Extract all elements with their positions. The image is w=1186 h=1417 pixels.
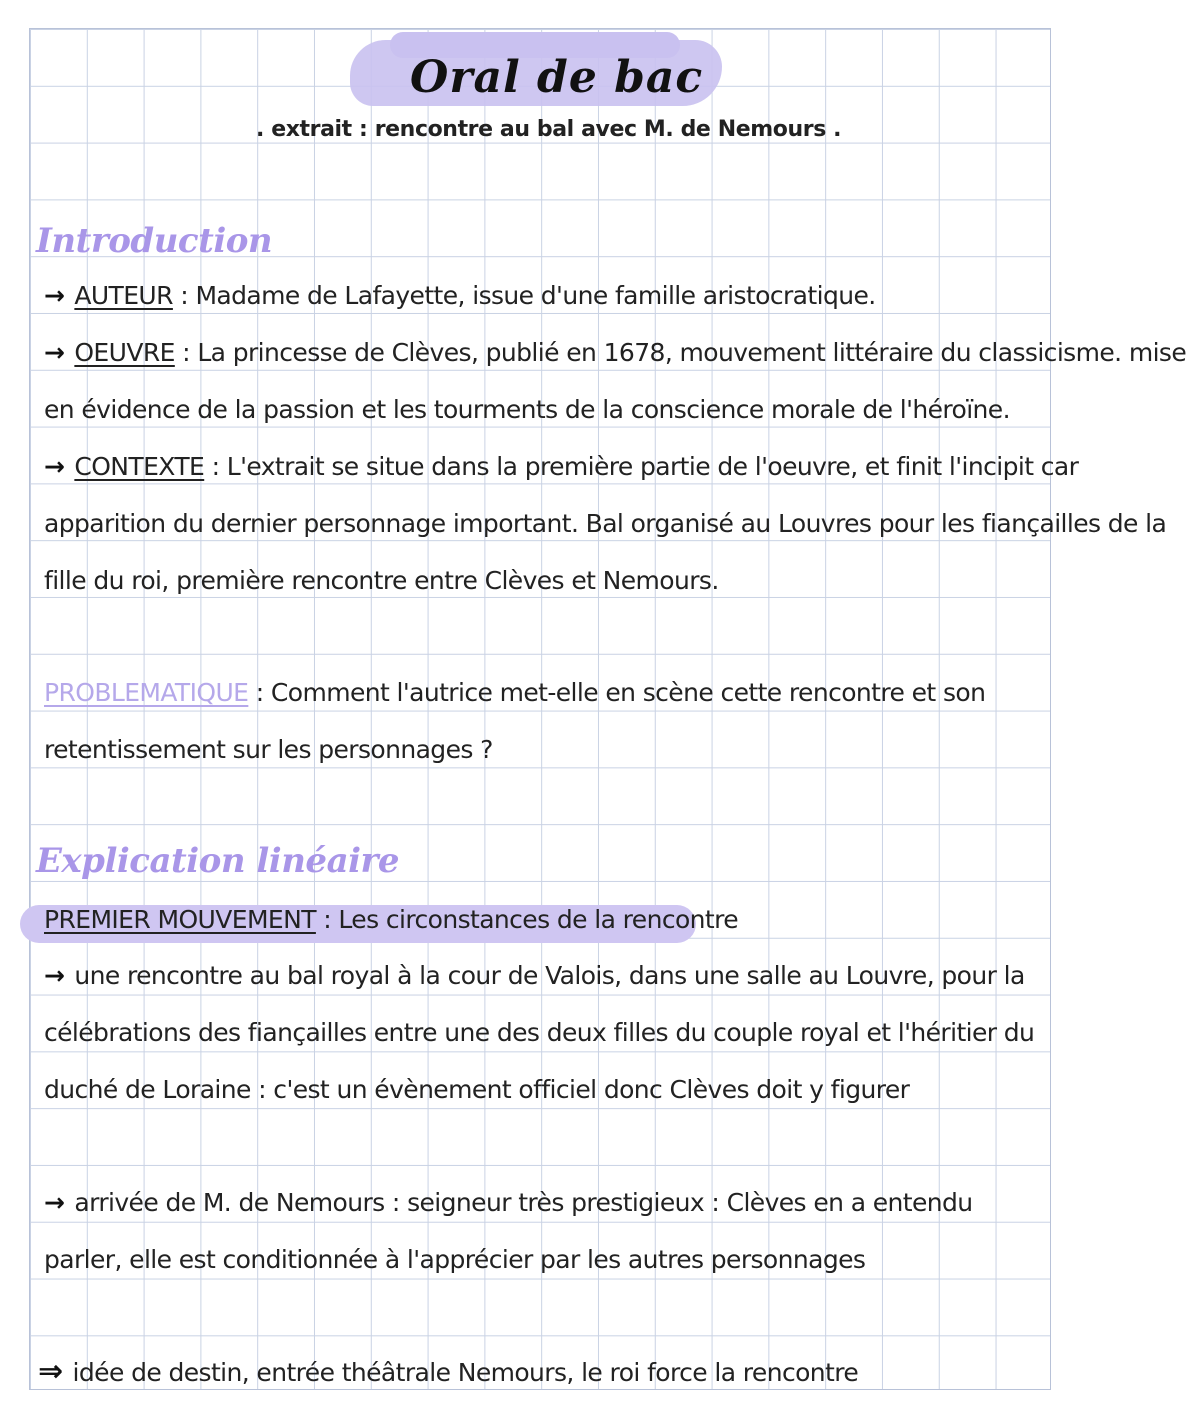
problematique-text-1: Comment l'autrice met-elle en scène cette rencontre et son <box>270 678 986 707</box>
contexte-text-3: fille du roi, première rencontre entre Clèves et Nemours. <box>44 566 719 595</box>
problematique-sep: : <box>248 678 271 707</box>
arrow-icon: → <box>44 452 65 481</box>
contexte-line <box>44 451 1078 483</box>
oeuvre-text-2: en évidence de la passion et les tourments de la conscience morale de l'héroïne. <box>44 395 1010 424</box>
point1-line2: célébrations des fiançailles entre une des deux filles du couple royal et l'héritier du <box>44 1018 1035 1047</box>
point3-line1 <box>38 1356 858 1389</box>
point2-line2: parler, elle est conditionnée à l'apprécier par les autres personnages <box>44 1245 866 1274</box>
mouvement-sep: : <box>315 905 339 934</box>
problematique-text-2: retentissement sur les personnages ? <box>44 735 493 764</box>
point2-text-1: arrivée de M. de Nemours : seigneur très prestigieux : Clèves en a entendu <box>74 1188 973 1217</box>
problematique-label: PROBLEMATIQUE <box>44 678 249 707</box>
contexte-text-1: L'extrait se situe dans la première partie de l'oeuvre, et finit l'incipit car <box>226 452 1079 481</box>
point3-text-1: idée de destin, entrée théâtrale Nemours, le roi force la rencontre <box>72 1358 859 1387</box>
arrow-icon: → <box>44 961 65 990</box>
mouvement-label: PREMIER MOUVEMENT <box>44 905 316 934</box>
auteur-sep: : <box>172 281 196 310</box>
oeuvre-text-1: La princesse de Clèves, publié en 1678, mouvement littéraire du classicisme. mise <box>197 338 1186 367</box>
arrow-icon: → <box>44 338 65 367</box>
arrow-icon: → <box>44 1188 65 1217</box>
double-arrow-icon: ⇒ <box>38 1354 63 1389</box>
mouvement-text: Les circonstances de la rencontre <box>338 905 739 934</box>
explication-heading: Explication linéaire <box>36 841 400 881</box>
point2-line1 <box>44 1187 973 1219</box>
contexte-text-2: apparition du dernier personnage important. Bal organisé au Louvres pour les fiançailles de la <box>44 509 1167 538</box>
oeuvre-line <box>44 337 1186 369</box>
mouvement-line <box>44 904 738 936</box>
auteur-line <box>44 280 876 312</box>
auteur-label: AUTEUR <box>74 281 173 310</box>
oeuvre-label: OEUVRE <box>74 338 175 367</box>
contexte-label: CONTEXTE <box>74 452 205 481</box>
point1-line3: duché de Loraine : c'est un évènement officiel donc Clèves doit y figurer <box>44 1075 910 1104</box>
auteur-text: Madame de Lafayette, issue d'une famille aristocratique. <box>195 281 876 310</box>
point1-text-1: une rencontre au bal royal à la cour de Valois, dans une salle au Louvre, pour la <box>74 961 1025 990</box>
subtitle: . extrait : rencontre au bal avec M. de Nemours . <box>256 117 842 142</box>
introduction-heading: Introduction <box>36 221 273 261</box>
page-title: Oral de bac <box>410 52 704 103</box>
point1-line1 <box>44 960 1025 992</box>
problematique-line <box>44 677 985 709</box>
arrow-icon: → <box>44 281 65 310</box>
title-block <box>350 30 730 110</box>
contexte-sep: : <box>204 452 227 481</box>
oeuvre-sep: : <box>174 338 198 367</box>
